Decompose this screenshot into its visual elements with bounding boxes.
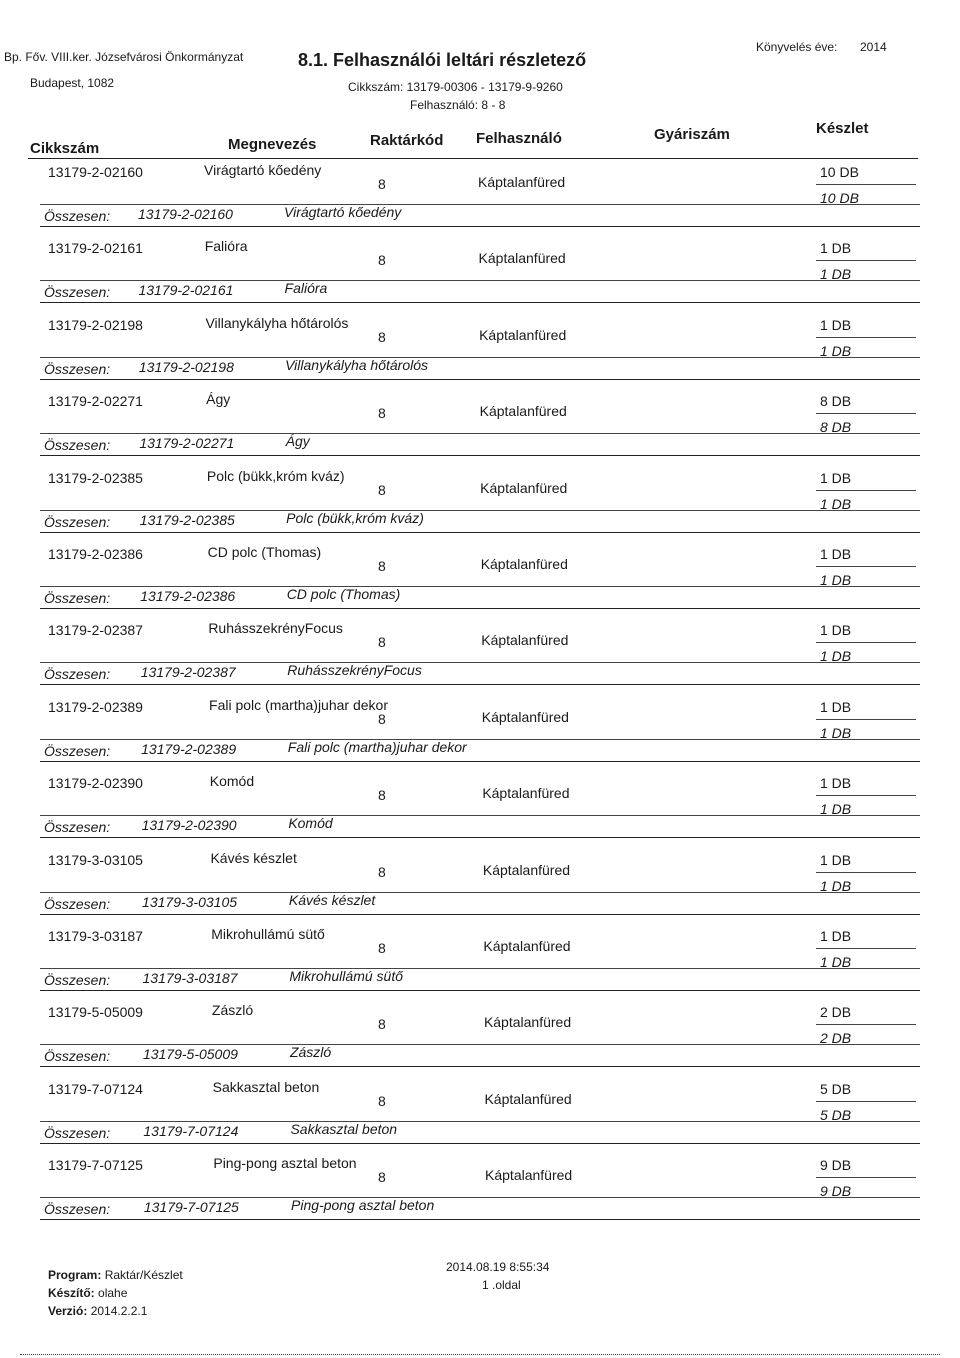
inventory-entry [0,924,960,1000]
item-code: 13179-2-02198 [48,316,143,333]
inventory-entry [0,236,960,312]
summary-item-code: 13179-2-02161 [138,282,234,299]
summary-label: Összesen: [44,895,111,912]
item-name: Villanykályha hőtárolós [205,314,349,331]
user-name: Káptalanfüred [481,708,569,725]
item-name: Polc (bükk,króm kváz) [206,467,345,484]
footer-author-label: Készítő: [48,1286,95,1300]
report-title: 8.1. Felhasználói leltári részletező [298,50,587,70]
summary-item-name: Sakkasztal beton [290,1120,398,1137]
quantity-underline [816,184,916,185]
quantity-underline [816,642,916,643]
footer-program [48,1268,183,1282]
warehouse-code: 8 [378,252,386,269]
item-code: 13179-2-02386 [48,546,143,562]
summary-item-name: Polc (bükk,króm kváz) [286,509,424,526]
entry-bottom-rule [40,1219,920,1220]
stock-quantity: 1 DB [820,928,852,944]
stock-quantity: 1 DB [820,316,852,333]
summary-quantity: 5 DB [820,1106,852,1123]
summary-item-code: 13179-2-02385 [139,511,235,528]
item-code: 13179-2-02271 [48,393,143,410]
entry-bottom-rule [40,1066,920,1067]
entry-bottom-rule [40,837,920,838]
warehouse-code: 8 [378,1169,386,1186]
inventory-entry [0,389,960,465]
stock-quantity: 5 DB [820,1080,852,1097]
row-separator [40,586,920,587]
summary-quantity: 8 DB [820,419,852,436]
summary-item-name: Villanykályha hőtárolós [285,356,429,373]
user-name: Káptalanfüred [483,938,571,954]
item-code: 13179-2-02161 [48,240,143,257]
user-name: Káptalanfüred [479,326,567,343]
item-code: 13179-2-02387 [48,622,143,639]
item-code: 13179-3-03105 [48,851,143,868]
summary-label: Összesen: [44,1048,111,1065]
summary-item-code: 13179-3-03187 [142,970,238,986]
summary-quantity: 1 DB [820,724,852,741]
user-name: Káptalanfüred [483,1014,572,1031]
stock-quantity: 1 DB [820,851,852,868]
warehouse-code: 8 [378,863,386,880]
summary-item-name: Komód [288,815,333,832]
fiscal-year-label: Könyvelés éve: [756,40,838,54]
summary-label: Összesen: [44,590,111,606]
summary-label: Összesen: [44,1124,111,1141]
inventory-entry [0,848,960,924]
summary-quantity: 1 DB [820,495,852,512]
row-separator [40,662,920,663]
bottom-dotted-line [20,1354,940,1355]
entry-bottom-rule [40,532,920,533]
item-code: 13179-2-02389 [48,698,143,715]
row-separator [40,815,920,816]
stock-quantity: 1 DB [820,698,852,715]
summary-item-code: 13179-2-02389 [141,740,237,757]
entry-bottom-rule [40,455,920,456]
summary-quantity: 1 DB [820,342,852,359]
summary-item-code: 13179-2-02198 [138,358,234,375]
warehouse-code: 8 [378,940,386,956]
report-user-range: Felhasználó: 8 - 8 [410,98,506,112]
quantity-underline [816,719,916,720]
column-header-cikkszam: Cikkszám [30,140,100,157]
warehouse-code: 8 [378,1092,386,1109]
user-name: Káptalanfüred [481,632,569,649]
quantity-underline [816,490,916,491]
item-name: Zászló [211,1002,254,1019]
user-name: Káptalanfüred [479,403,567,420]
entry-bottom-rule [40,761,920,762]
row-separator [40,1121,920,1122]
summary-item-name: CD polc (Thomas) [286,586,401,602]
user-name: Káptalanfüred [482,785,570,802]
summary-item-name: Kávés készlet [288,891,376,908]
summary-label: Összesen: [44,1201,111,1218]
user-name: Káptalanfüred [484,1090,572,1107]
summary-quantity: 1 DB [820,266,852,283]
warehouse-code: 8 [378,787,386,804]
summary-quantity: 10 DB [820,190,859,206]
item-name: CD polc (Thomas) [207,544,322,560]
item-name: RuhásszekrényFocus [208,620,343,637]
inventory-entry [0,1077,960,1153]
quantity-underline [816,1177,916,1178]
summary-item-code: 13179-7-07124 [143,1122,239,1139]
quantity-underline [816,948,916,949]
entry-bottom-rule [40,608,920,609]
quantity-underline [816,872,916,873]
summary-item-name: RuhásszekrényFocus [287,662,422,679]
quantity-underline [816,1024,916,1025]
item-name: Ágy [206,391,231,408]
item-code: 13179-7-07124 [48,1080,143,1097]
quantity-underline [816,413,916,414]
inventory-entry [0,1153,960,1229]
warehouse-code: 8 [378,558,386,574]
item-name: Virágtartó kőedény [204,162,322,178]
summary-quantity: 2 DB [820,1030,852,1047]
summary-item-code: 13179-2-02386 [140,588,236,604]
entry-bottom-rule [40,302,920,303]
organization-name: Bp. Főv. VIII.ker. Józsefvárosi Önkormányzat [4,50,244,64]
row-separator [40,1197,920,1198]
inventory-entry [0,466,960,542]
column-header-raktarkod: Raktárkód [370,132,444,149]
item-name: Sakkasztal beton [212,1078,320,1095]
stock-quantity: 1 DB [820,622,852,639]
warehouse-code: 8 [378,1016,386,1033]
summary-item-code: 13179-2-02160 [138,206,233,222]
summary-label: Összesen: [44,742,111,759]
item-code: 13179-2-02160 [48,164,143,180]
entry-bottom-rule [40,914,920,915]
footer-page-number: 1 .oldal [482,1278,521,1292]
inventory-entry [0,313,960,389]
row-separator [40,739,920,740]
user-name: Káptalanfüred [478,174,566,190]
summary-label: Összesen: [44,513,111,530]
column-header-felhasznalo: Felhasználó [476,130,562,147]
inventory-entry [0,160,960,236]
item-code: 13179-2-02385 [48,469,143,486]
stock-quantity: 1 DB [820,469,852,486]
item-name: Falióra [204,238,248,255]
entry-bottom-rule [40,1143,920,1144]
row-separator [40,892,920,893]
report-item-range: Cikkszám: 13179-00306 - 13179-9-9260 [348,80,563,94]
entry-bottom-rule [40,684,920,685]
summary-item-name: Virágtartó kőedény [284,204,402,220]
summary-quantity: 9 DB [820,1183,852,1200]
inventory-entry [0,695,960,771]
summary-item-name: Ping-pong asztal beton [291,1197,435,1214]
column-header-gyariszam: Gyáriszám [654,126,730,143]
summary-item-name: Falióra [284,280,328,297]
warehouse-code: 8 [378,481,386,498]
stock-quantity: 1 DB [820,240,852,257]
summary-item-code: 13179-7-07125 [143,1199,239,1216]
item-code: 13179-7-07125 [48,1157,143,1174]
item-code: 13179-5-05009 [48,1004,143,1021]
item-name: Mikrohullámú sütő [211,926,325,942]
row-separator [40,280,920,281]
user-name: Káptalanfüred [480,556,568,572]
summary-label: Összesen: [44,437,111,454]
user-name: Káptalanfüred [480,479,568,496]
stock-quantity: 1 DB [820,546,852,562]
warehouse-code: 8 [378,710,386,727]
summary-label: Összesen: [44,208,111,224]
summary-item-name: Mikrohullámú sütő [289,968,403,984]
entry-bottom-rule [40,990,920,991]
inventory-entry [0,618,960,694]
summary-item-code: 13179-2-02271 [139,435,235,452]
inventory-entry [0,542,960,618]
summary-label: Összesen: [44,360,111,377]
item-name: Komód [209,773,255,790]
footer-timestamp: 2014.08.19 8:55:34 [446,1260,550,1274]
item-name: Kávés készlet [210,849,297,866]
summary-item-name: Zászló [289,1044,332,1061]
quantity-underline [816,566,916,567]
column-header-megnevezes: Megnevezés [228,136,317,153]
row-separator [40,433,920,434]
quantity-underline [816,260,916,261]
stock-quantity: 2 DB [820,1004,852,1021]
fiscal-year-value: 2014 [860,40,887,54]
summary-item-code: 13179-3-03105 [142,893,238,910]
stock-quantity: 9 DB [820,1157,852,1174]
header-underline [28,158,918,159]
summary-label: Összesen: [44,972,111,988]
item-name: Fali polc (martha)juhar dekor [209,696,388,713]
footer-program-label: Program: [48,1268,102,1282]
entry-bottom-rule [40,226,920,227]
summary-label: Összesen: [44,666,111,683]
row-separator [40,968,920,969]
user-name: Káptalanfüred [478,250,566,267]
user-name: Káptalanfüred [485,1167,573,1184]
row-separator [40,357,920,358]
summary-item-code: 13179-2-02390 [141,817,237,834]
inventory-entry [0,771,960,847]
item-name: Ping-pong asztal beton [213,1155,357,1172]
summary-quantity: 1 DB [820,572,852,588]
summary-quantity: 1 DB [820,801,852,818]
row-separator [40,1044,920,1045]
quantity-underline [816,1101,916,1102]
footer-version-value: 2014.2.2.1 [90,1304,148,1318]
quantity-underline [816,795,916,796]
footer-program-value: Raktár/Készlet [104,1268,183,1282]
row-separator [40,510,920,511]
summary-item-code: 13179-2-02387 [140,664,236,681]
item-code: 13179-3-03187 [48,928,143,944]
user-name: Káptalanfüred [482,861,571,878]
footer-version-label: Verzió: [48,1304,88,1318]
warehouse-code: 8 [378,328,386,345]
summary-item-code: 13179-5-05009 [142,1046,238,1063]
row-separator [40,204,920,205]
summary-label: Összesen: [44,284,111,301]
stock-quantity: 8 DB [820,393,852,410]
warehouse-code: 8 [378,176,386,192]
summary-quantity: 1 DB [820,954,852,970]
summary-item-name: Fali polc (martha)juhar dekor [287,738,467,755]
stock-quantity: 10 DB [820,164,859,180]
inventory-entry [0,1000,960,1076]
warehouse-code: 8 [378,634,386,651]
summary-label: Összesen: [44,819,111,836]
summary-quantity: 1 DB [820,648,852,665]
footer-version [48,1304,147,1318]
footer-author-value: olahe [98,1286,128,1300]
organization-address: Budapest, 1082 [30,76,115,90]
warehouse-code: 8 [378,405,386,422]
item-code: 13179-2-02390 [48,775,143,792]
summary-item-name: Ágy [285,433,310,450]
column-header-keszlet: Készlet [816,120,869,137]
footer-author [48,1286,127,1300]
summary-quantity: 1 DB [820,877,852,894]
stock-quantity: 1 DB [820,775,852,792]
entry-bottom-rule [40,379,920,380]
quantity-underline [816,337,916,338]
